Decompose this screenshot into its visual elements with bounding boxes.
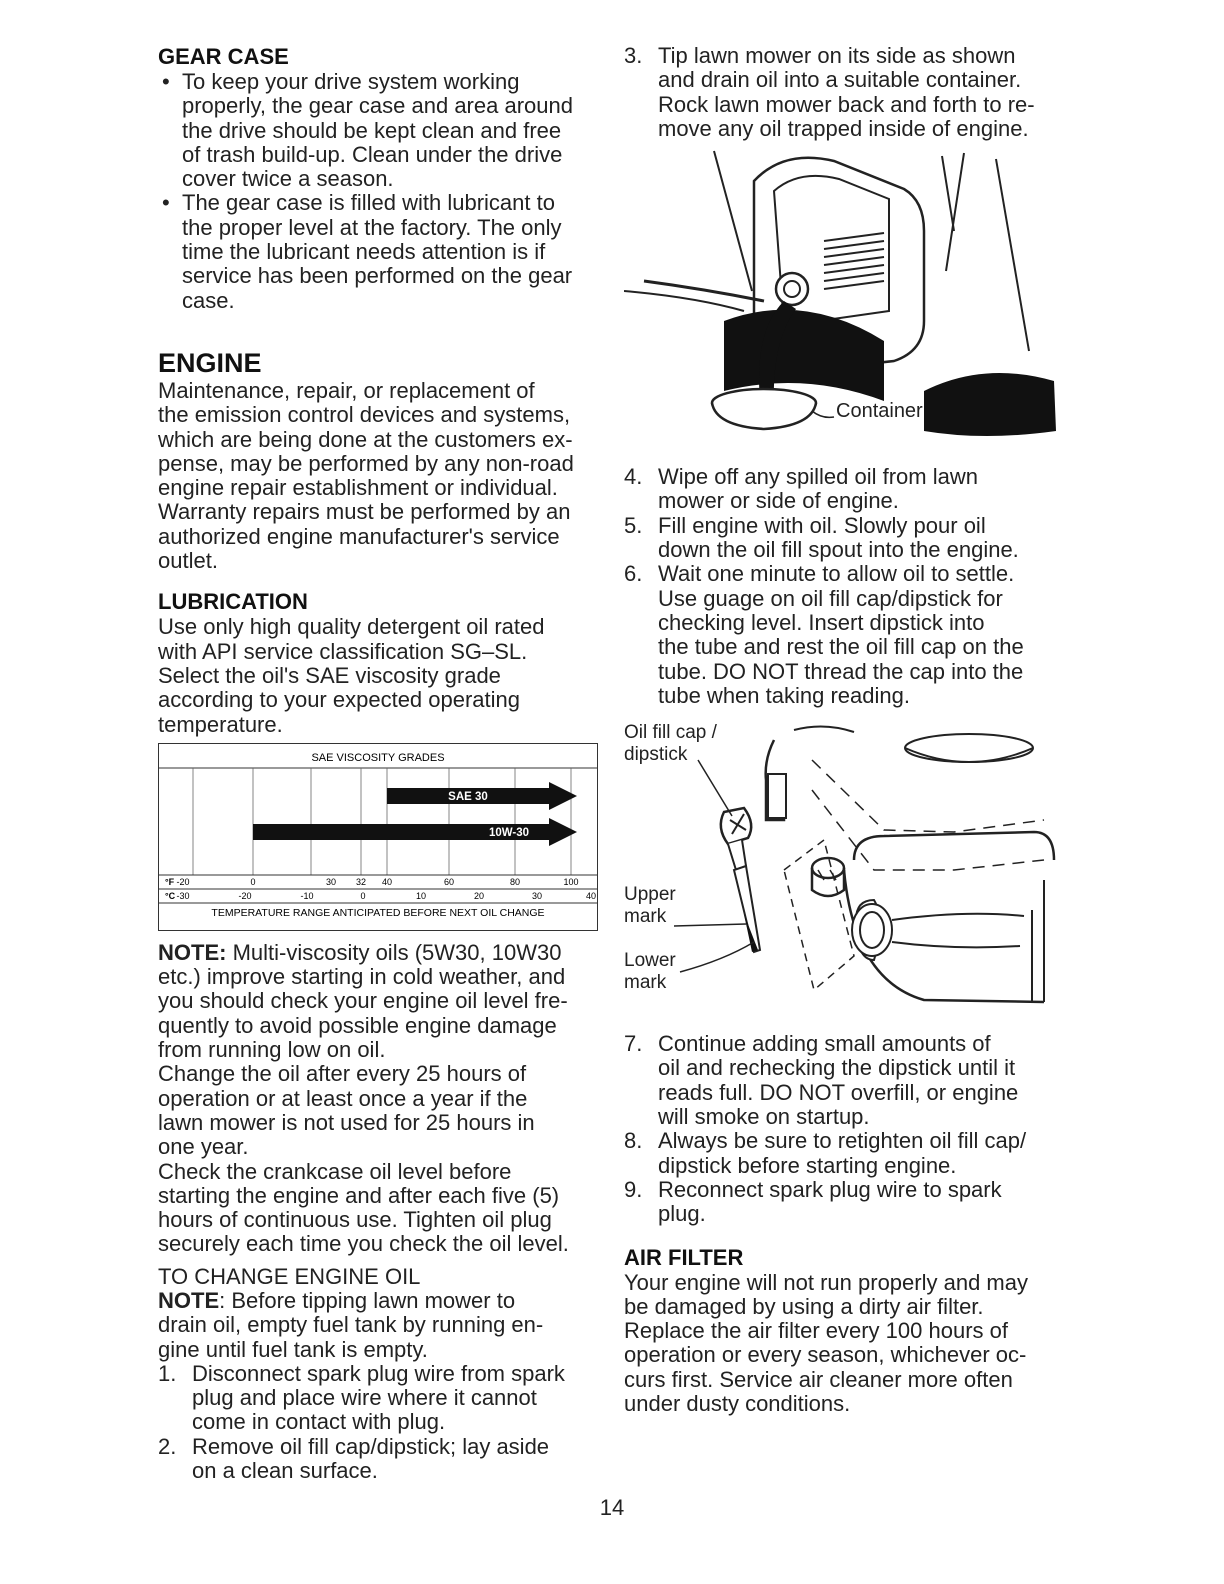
note-label: NOTE [158, 1287, 220, 1313]
line: down the oil fill spout into the engine. [658, 537, 1019, 563]
step-number: 2. [158, 1433, 177, 1459]
c-tick-label: -20 [238, 890, 252, 901]
note-text: : Before tipping lawn mower to [219, 1287, 516, 1313]
line: Replace the air filter every 100 hours of [624, 1318, 1008, 1344]
line: oil and rechecking the dipstick until it [658, 1055, 1016, 1081]
f-tick-label: 30 [325, 876, 337, 887]
f-tick-label: -20 [176, 876, 190, 887]
change-oil-paragraph [158, 1062, 598, 1159]
line: hours of continuous use. Tighten oil plug [158, 1207, 552, 1233]
line: Remove oil fill cap/dipstick; lay aside [192, 1433, 550, 1459]
gear-case-bullet-1 [158, 70, 598, 191]
line: time the lubricant needs attention is if [182, 239, 546, 265]
line: Fill engine with oil. Slowly pour oil [658, 512, 986, 538]
c-unit-label: °C [165, 890, 176, 901]
line: come in contact with plug. [192, 1409, 446, 1435]
line: pense, may be performed by any non-road [158, 450, 574, 476]
left-column [158, 44, 598, 1483]
chart-grid [193, 768, 571, 875]
line: according to your expected operating [158, 687, 521, 713]
step-number: 7. [624, 1031, 643, 1057]
line: securely each time you check the oil level. [158, 1231, 569, 1257]
note-text: Multi-viscosity oils (5W30, 10W30 [226, 939, 562, 965]
bullet-icon: • [162, 69, 170, 94]
step-number: 8. [624, 1128, 643, 1154]
line: service has been performed on the gear [182, 263, 573, 289]
step-8 [624, 1129, 1064, 1178]
chart-bars [253, 782, 577, 846]
line: tube. DO NOT thread the cap into the [658, 658, 1024, 684]
tipped-mower-figure [624, 141, 1064, 465]
line: be damaged by using a dirty air filter. [624, 1293, 984, 1319]
line: and drain oil into a suitable container. [658, 67, 1022, 93]
line: Reconnect spark plug wire to spark [658, 1176, 1002, 1202]
line: which are being done at the customers ex- [158, 426, 573, 452]
c-tick-label: 20 [473, 890, 485, 901]
c-tick-label: 40 [585, 890, 597, 901]
step-6 [624, 562, 1064, 708]
line: authorized engine manufacturer's service [158, 523, 560, 549]
line: lawn mower is not used for 25 hours in [158, 1109, 535, 1135]
step-number: 1. [158, 1360, 177, 1386]
line: Use only high quality detergent oil rated [158, 614, 545, 640]
line: case. [182, 287, 235, 313]
step-1 [158, 1362, 598, 1435]
line: the emission control devices and systems, [158, 402, 571, 428]
line: under dusty conditions. [624, 1391, 851, 1417]
line: on a clean surface. [192, 1458, 378, 1484]
f-tick-label: 80 [509, 876, 521, 887]
line: quently to avoid possible engine damage [158, 1012, 557, 1038]
line: mower or side of engine. [658, 488, 899, 514]
page-number: 14 [599, 1495, 625, 1520]
line: one year. [158, 1134, 249, 1160]
gear-case-bullet-2 [158, 191, 598, 312]
to-change-note [158, 1289, 598, 1362]
upper-mark-label-2: mark [624, 906, 667, 928]
line: Change the oil after every 25 hours of [158, 1061, 527, 1087]
step-2 [158, 1435, 598, 1484]
c-tick-label: 10 [415, 890, 427, 901]
line: from running low on oil. [158, 1037, 386, 1063]
f-tick-label: 0 [250, 876, 256, 887]
line: you should check your engine oil level fre- [158, 988, 568, 1014]
line: gine until fuel tank is empty. [158, 1336, 428, 1362]
air-filter-paragraph [624, 1271, 1064, 1417]
line: Wipe off any spilled oil from lawn [658, 464, 978, 490]
line: Wait one minute to allow oil to settle. [658, 561, 1015, 587]
gear-case-heading: GEAR CASE [158, 44, 289, 69]
line: Continue adding small amounts of [658, 1031, 991, 1057]
c-tick-label: -30 [176, 890, 190, 901]
oil-fill-cap-label-2: dipstick [624, 744, 688, 766]
f-tick-label: 32 [355, 876, 367, 887]
note-multi-viscosity [158, 941, 598, 1062]
gear-case-bullets [158, 70, 598, 313]
line: will smoke on startup. [658, 1104, 870, 1130]
oil-fill-cap-label-1: Oil fill cap / [624, 722, 717, 744]
line: operation or at least once a year if the [158, 1085, 528, 1111]
line: Tip lawn mower on its side as shown [658, 43, 1016, 68]
air-filter-heading: AIR FILTER [624, 1244, 744, 1270]
viscosity-chart [158, 743, 598, 931]
step-4 [624, 465, 1064, 514]
note-label: NOTE: [158, 939, 227, 965]
engine-paragraph [158, 379, 598, 573]
lower-mark-label-2: mark [624, 972, 667, 994]
c-tick-label: 30 [531, 890, 543, 901]
right-column [624, 44, 1064, 1416]
lower-mark-label-1: Lower [624, 950, 676, 972]
line: starting the engine and after each five (5) [158, 1182, 560, 1208]
step-9 [624, 1178, 1064, 1227]
dipstick-figure [624, 720, 1064, 1020]
line: with API service classification SG–SL. [158, 638, 528, 664]
f-tick-labels [176, 877, 578, 887]
step-number: 5. [624, 512, 643, 538]
line: the tube and rest the oil fill cap on the [658, 634, 1024, 660]
chart-title: SAE VISCOSITY GRADES [311, 751, 445, 764]
line: dipstick before starting engine. [658, 1152, 957, 1178]
step-number: 3. [624, 43, 643, 68]
line: outlet. [158, 548, 218, 574]
step-3 [624, 44, 1064, 141]
bar-label: SAE 30 [448, 790, 488, 803]
lubrication-heading: LUBRICATION [158, 589, 308, 615]
step-7 [624, 1032, 1064, 1129]
line: properly, the gear case and area around [182, 93, 573, 119]
line: The gear case is filled with lubricant to [182, 190, 555, 216]
chart-xlabel: TEMPERATURE RANGE ANTICIPATED BEFORE NEXT OIL CHANGE [211, 906, 545, 919]
line: Rock lawn mower back and forth to re- [658, 91, 1035, 117]
line: tube when taking reading. [658, 682, 910, 708]
f-unit-label: °F [165, 876, 175, 887]
engine-heading: ENGINE [158, 347, 262, 378]
c-tick-label: 0 [360, 890, 366, 901]
step-number: 4. [624, 464, 643, 490]
line: move any oil trapped inside of engine. [658, 115, 1029, 141]
f-tick-label: 100 [563, 876, 579, 887]
note-first-line [158, 941, 598, 965]
f-tick-label: 60 [443, 876, 455, 887]
line: cover twice a season. [182, 166, 394, 192]
line: reads full. DO NOT overfill, or engine [658, 1079, 1019, 1105]
bullet-icon: • [162, 190, 170, 216]
line: Use guage on oil fill cap/dipstick for [658, 585, 1003, 611]
step-number: 6. [624, 561, 643, 587]
line: Maintenance, repair, or replacement of [158, 377, 535, 403]
line: To keep your drive system working [182, 69, 520, 94]
line: drain oil, empty fuel tank by running en- [158, 1312, 544, 1338]
lubrication-paragraph [158, 615, 598, 736]
line: Your engine will not run properly and may [624, 1269, 1028, 1295]
container-label: Container [836, 400, 923, 423]
line: Warranty repairs must be performed by an [158, 499, 571, 525]
line: operation or every season, whichever oc- [624, 1342, 1027, 1368]
line: engine repair establishment or individual. [158, 475, 558, 501]
line: Select the oil's SAE viscosity grade [158, 662, 501, 688]
c-tick-label: -10 [300, 890, 314, 901]
f-tick-label: 40 [381, 876, 393, 887]
to-change-heading: TO CHANGE ENGINE OIL [158, 1263, 421, 1289]
dipstick-illustration [624, 720, 1064, 1020]
note-first-line [158, 1289, 598, 1313]
line: plug and place wire where it cannot [192, 1385, 537, 1411]
line: Check the crankcase oil level before [158, 1158, 512, 1184]
line: Disconnect spark plug wire from spark [192, 1360, 565, 1386]
line: the drive should be kept clean and free [182, 117, 562, 143]
upper-mark-label-1: Upper [624, 884, 676, 906]
check-oil-paragraph [158, 1160, 598, 1257]
bar-label: 10W-30 [488, 826, 530, 839]
viscosity-chart-svg [159, 744, 597, 930]
line: plug. [658, 1201, 706, 1227]
line: temperature. [158, 711, 283, 737]
line: Always be sure to retighten oil fill cap/ [658, 1128, 1027, 1154]
line: curs first. Service air cleaner more often [624, 1366, 1013, 1392]
line: checking level. Insert dipstick into [658, 609, 985, 635]
c-tick-labels [176, 891, 596, 901]
line: of trash build-up. Clean under the drive [182, 141, 563, 167]
line: etc.) improve starting in cold weather, and [158, 964, 566, 990]
step-5 [624, 514, 1064, 563]
step-number: 9. [624, 1176, 643, 1202]
line: the proper level at the factory. The only [182, 214, 562, 240]
